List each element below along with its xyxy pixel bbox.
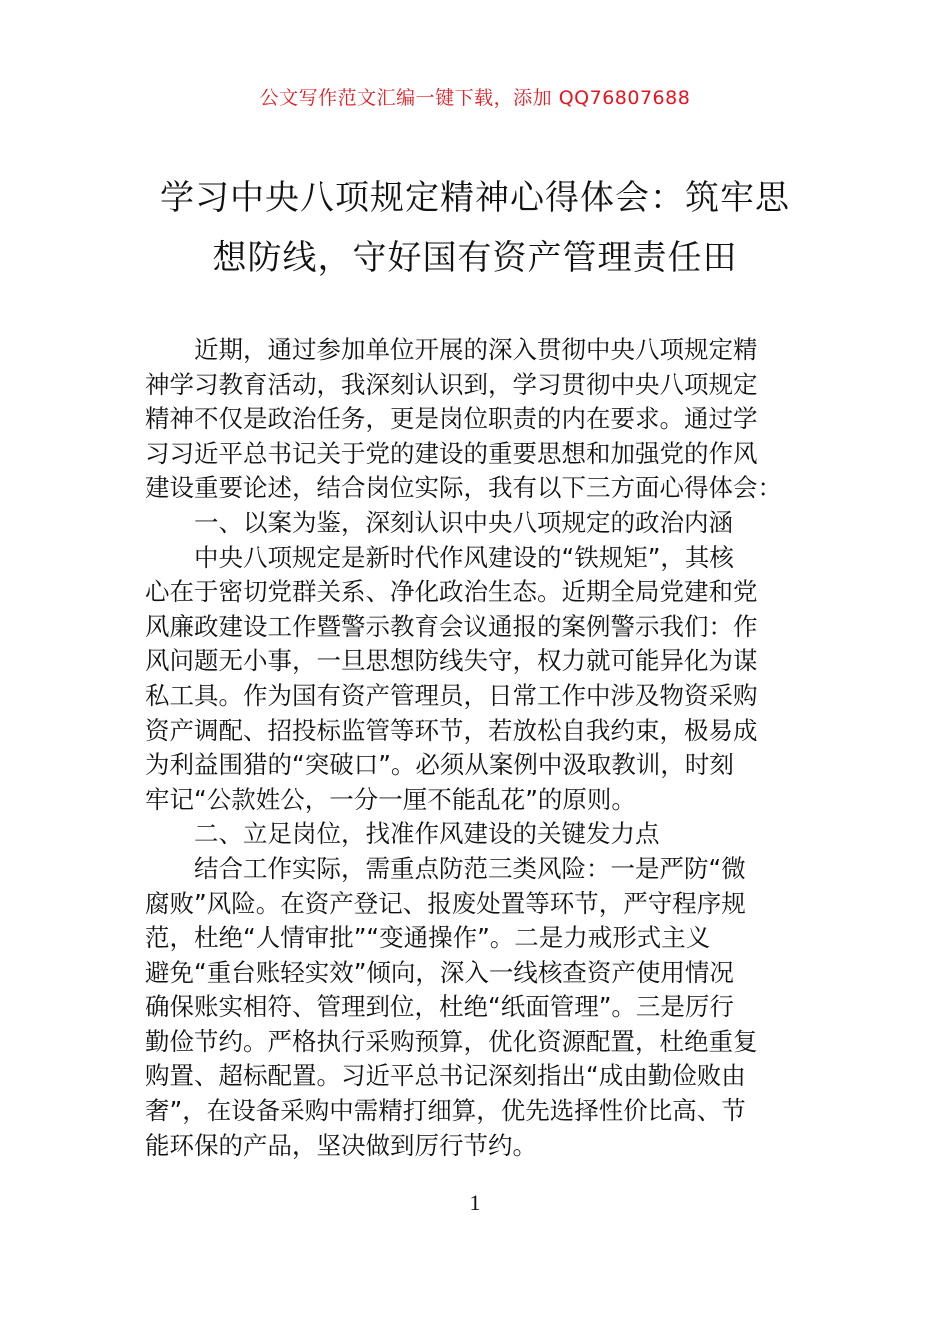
- body-line: 能环保的产品，坚决做到厉行节约。: [145, 1130, 537, 1160]
- body-line: 私工具。作为国有资产管理员，日常工作中涉及物资采购: [145, 680, 758, 710]
- section-heading-1: 一、以案为鉴，深刻认识中央八项规定的政治内涵: [194, 507, 733, 537]
- body-line: 神学习教育活动，我深刻认识到，学习贯彻中央八项规定: [145, 369, 758, 399]
- body-line: 勤俭节约。严格执行采购预算，优化资源配置，杜绝重复: [145, 1026, 758, 1056]
- section-heading-2: 二、立足岗位，找准作风建设的关键发力点: [194, 819, 660, 849]
- body-line: 结合工作实际，需重点防范三类风险：一是严防“微: [194, 853, 746, 883]
- body-line: 精神不仅是政治任务，更是岗位职责的内在要求。通过学: [145, 404, 758, 434]
- body-line: 中央八项规定是新时代作风建设的“铁规矩”，其核: [194, 542, 734, 572]
- document-title: [145, 168, 805, 288]
- page-number: 1: [469, 1190, 481, 1215]
- body-line: 习习近平总书记关于党的建设的重要思想和加强党的作风: [145, 438, 758, 468]
- title-line-1: 学习中央八项规定精神心得体会：筑牢思: [160, 178, 790, 218]
- title-line-2: 想防线，守好国有资产管理责任田: [212, 238, 738, 278]
- body-line: 腐败”风险。在资产登记、报废处置等环节，严守程序规: [145, 888, 746, 918]
- body-line: 购置、超标配置。习近平总书记深刻指出“成由勤俭败由: [145, 1061, 746, 1091]
- body-line: 避免“重台账轻实效”倾向，深入一线核查资产使用情况: [145, 957, 734, 987]
- body-line: 近期，通过参加单位开展的深入贯彻中央八项规定精: [194, 335, 758, 364]
- body-line: 为利益围猎的“突破口”。必须从案例中汲取教训，时刻: [145, 750, 734, 780]
- download-banner: 公文写作范文汇编一键下载，添加 QQ76807688: [259, 87, 691, 109]
- body-line: 资产调配、招投标监管等环节，若放松自我约束，极易成: [145, 715, 758, 745]
- document-body: [145, 333, 807, 1163]
- body-line: 奢”，在设备采购中需精打细算，优先选择性价比高、节: [145, 1096, 746, 1126]
- body-line: 风廉政建设工作暨警示教育会议通报的案例警示我们：作: [145, 611, 758, 641]
- body-line: 建设重要论述，结合岗位实际，我有以下三方面心得体会：: [145, 473, 782, 503]
- body-line: 心在于密切党群关系、净化政治生态。近期全局党建和党: [145, 577, 758, 607]
- body-line: 范，杜绝“人情审批”“变通操作”。二是力戒形式主义: [145, 923, 711, 953]
- body-line: 确保账实相符、管理到位，杜绝“纸面管理”。三是厉行: [145, 992, 734, 1022]
- body-line: 风问题无小事，一旦思想防线失守，权力就可能异化为谋: [145, 646, 758, 676]
- body-line: 牢记“公款姓公，一分一厘不能乱花”的原则。: [145, 784, 636, 814]
